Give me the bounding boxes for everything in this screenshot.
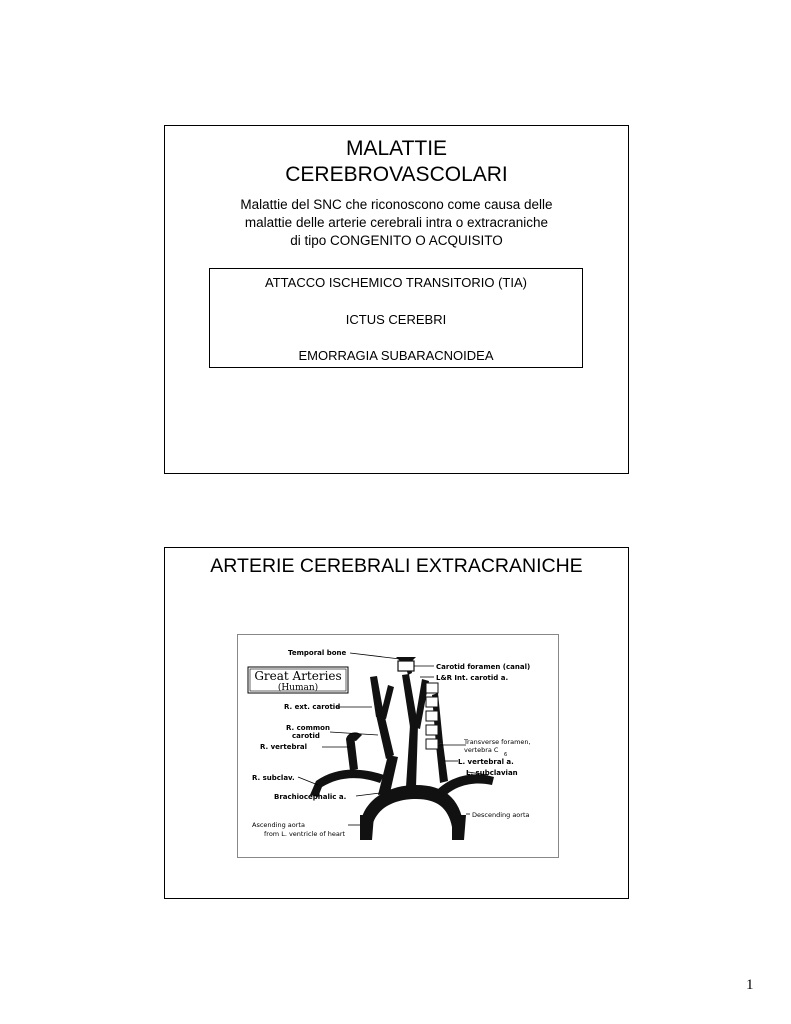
vertebral-foramina <box>426 683 438 749</box>
slide-malattie-cerebrovascolari <box>164 125 629 474</box>
list-item-ictus: ICTUS CEREBRI <box>345 312 447 327</box>
description-line-3: di tipo CONGENITO O ACQUISITO <box>290 233 503 248</box>
logo-subtitle: (Human) <box>277 683 319 693</box>
list-item-tia: ATTACCO ISCHEMICO TRANSITORIO (TIA) <box>265 275 527 290</box>
label-r-common-carotid-2: carotid <box>292 732 320 740</box>
great-arteries-figure <box>237 634 559 858</box>
description-line-1: Malattie del SNC che riconoscono come causa delle <box>240 197 553 212</box>
list-item-emorragia: EMORRAGIA SUBARACNOIDEA <box>298 348 494 363</box>
logo-title: Great Arteries <box>254 669 342 683</box>
slide-title <box>165 136 628 188</box>
label-transverse-foramen-sub: 6 <box>504 752 508 758</box>
label-brachiocephalic: Brachiocephalic a. <box>274 793 347 801</box>
slide-description <box>195 196 598 250</box>
label-r-vertebral: R. vertebral <box>260 743 308 751</box>
label-temporal-bone: Temporal bone <box>288 649 347 657</box>
arteries-diagram <box>238 635 558 857</box>
label-r-subclav: R. subclav. <box>252 774 295 782</box>
slide-arterie-extracraniche <box>164 547 629 899</box>
label-transverse-foramen-1: Transverse foramen, <box>464 738 531 746</box>
description-line-2: malattie delle arterie cerebrali intra o extracraniche <box>244 215 549 230</box>
label-lr-int-carotid: L&R Int. carotid a. <box>436 674 509 682</box>
label-ascending-aorta-1: Ascending aorta <box>252 821 305 829</box>
label-descending-aorta: Descending aorta <box>472 811 530 819</box>
title-line-1: MALATTIE <box>345 137 448 160</box>
page-number: 1 <box>746 977 754 993</box>
label-r-ext-carotid: R. ext. carotid <box>284 703 341 711</box>
disease-list-box <box>209 268 583 368</box>
great-arteries-logo <box>248 667 348 693</box>
label-carotid-foramen: Carotid foramen (canal) <box>436 663 531 671</box>
label-l-subclavian: L. subclavian <box>466 769 518 777</box>
label-ascending-aorta-2: from L. ventricle of heart <box>264 830 346 838</box>
slide-title: ARTERIE CEREBRALI EXTRACRANICHE <box>210 555 583 577</box>
title-line-2: CEREBROVASCOLARI <box>285 163 508 186</box>
label-r-common-carotid-1: R. common <box>286 724 330 732</box>
label-transverse-foramen-2: vertebra C <box>464 746 499 754</box>
label-l-vertebral: L. vertebral a. <box>458 758 514 766</box>
